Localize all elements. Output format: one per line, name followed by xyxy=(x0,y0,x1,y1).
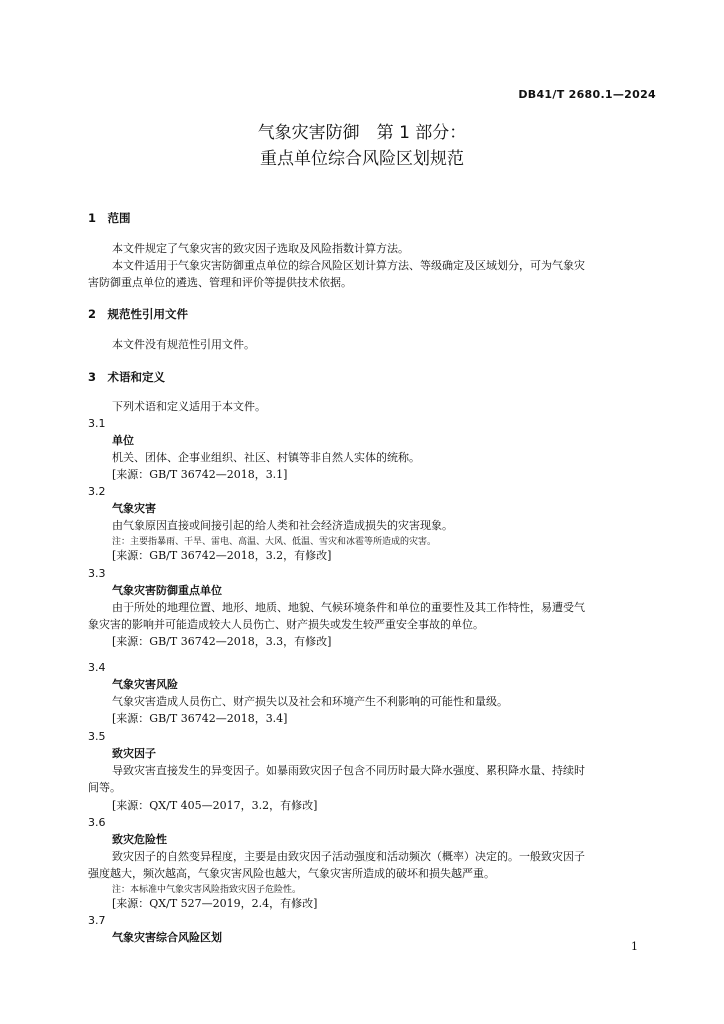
term-definition-line1: 致灾因子的自然变异程度，主要是由致灾因子活动强度和活动频次（概率）决定的。一般致灾因子 xyxy=(112,850,585,863)
term-definition-line1: 导致灾害直接发生的异变因子。如暴雨致灾因子包含不同历时最大降水强度、累积降水量、持续时 xyxy=(112,764,585,777)
term-definition-line2: 间等。 xyxy=(88,781,121,794)
term-number: 3.2 xyxy=(88,485,106,498)
term-note: 注：本标准中气象灾害风险指致灾因子危险性。 xyxy=(112,885,302,895)
term-source: [来源：GB/T 36742—2018，3.3，有修改] xyxy=(112,635,332,648)
normative-references-paragraph: 本文件没有规范性引用文件。 xyxy=(112,338,255,351)
section-heading-normative-references: 2 规范性引用文件 xyxy=(88,307,189,321)
document-title-line1: 气象灾害防御 第 1 部分： xyxy=(257,123,467,143)
term-definition-line2: 象灾害的影响并可能造成较大人员伤亡、财产损失或发生较严重安全事故的单位。 xyxy=(88,618,484,631)
term-number: 3.5 xyxy=(88,730,106,743)
term-source: [来源：GB/T 36742—2018，3.1] xyxy=(112,468,288,481)
term-definition: 机关、团体、企事业组织、社区、村镇等非自然人实体的统称。 xyxy=(112,451,420,464)
document-title-line2: 重点单位综合风险区划规范 xyxy=(260,149,464,169)
term-number: 3.4 xyxy=(88,661,106,674)
term-name: 致灾危险性 xyxy=(112,833,167,846)
term-definition: 气象灾害造成人员伤亡、财产损失以及社会和环境产生不利影响的可能性和量级。 xyxy=(112,695,508,708)
term-number: 3.7 xyxy=(88,914,106,927)
section-heading-terms: 3 术语和定义 xyxy=(88,370,166,384)
term-note: 注：主要指暴雨、干旱、雷电、高温、大风、低温、雪灾和冰雹等所造成的灾害。 xyxy=(112,537,437,547)
document-number: DB41/T 2680.1—2024 xyxy=(518,88,656,101)
term-number: 3.3 xyxy=(88,567,106,580)
term-definition-line1: 由于所处的地理位置、地形、地质、地貌、气候环境条件和单位的重要性及其工作特性，易遭受气 xyxy=(112,601,585,614)
scope-paragraph-2-line2: 害防御重点单位的遴选、管理和评价等提供技术依据。 xyxy=(88,276,352,289)
page-number: 1 xyxy=(631,940,638,953)
term-source: [来源：QX/T 527—2019，2.4，有修改] xyxy=(112,897,318,910)
scope-paragraph-1: 本文件规定了气象灾害的致灾因子选取及风险指数计算方法。 xyxy=(112,242,409,255)
terms-intro-paragraph: 下列术语和定义适用于本文件。 xyxy=(112,400,266,413)
term-name: 单位 xyxy=(112,434,134,447)
term-name: 气象灾害防御重点单位 xyxy=(112,584,222,597)
term-number: 3.1 xyxy=(88,417,106,430)
term-name: 气象灾害 xyxy=(112,502,156,515)
term-source: [来源：GB/T 36742—2018，3.4] xyxy=(112,712,288,725)
scope-paragraph-2-line1: 本文件适用于气象灾害防御重点单位的综合风险区划计算方法、等级确定及区域划分，可为气象灾 xyxy=(112,259,585,272)
term-source: [来源：QX/T 405—2017，3.2，有修改] xyxy=(112,799,318,812)
term-number: 3.6 xyxy=(88,816,106,829)
term-name: 气象灾害风险 xyxy=(112,678,178,691)
term-name: 气象灾害综合风险区划 xyxy=(112,931,222,944)
term-definition-line2: 强度越大，频次越高，气象灾害风险也越大，气象灾害所造成的破坏和损失越严重。 xyxy=(88,867,495,880)
term-name: 致灾因子 xyxy=(112,747,156,760)
term-source: [来源：GB/T 36742—2018，3.2，有修改] xyxy=(112,549,332,562)
term-definition: 由气象原因直接或间接引起的给人类和社会经济造成损失的灾害现象。 xyxy=(112,519,453,532)
section-heading-scope: 1 范围 xyxy=(88,211,131,225)
